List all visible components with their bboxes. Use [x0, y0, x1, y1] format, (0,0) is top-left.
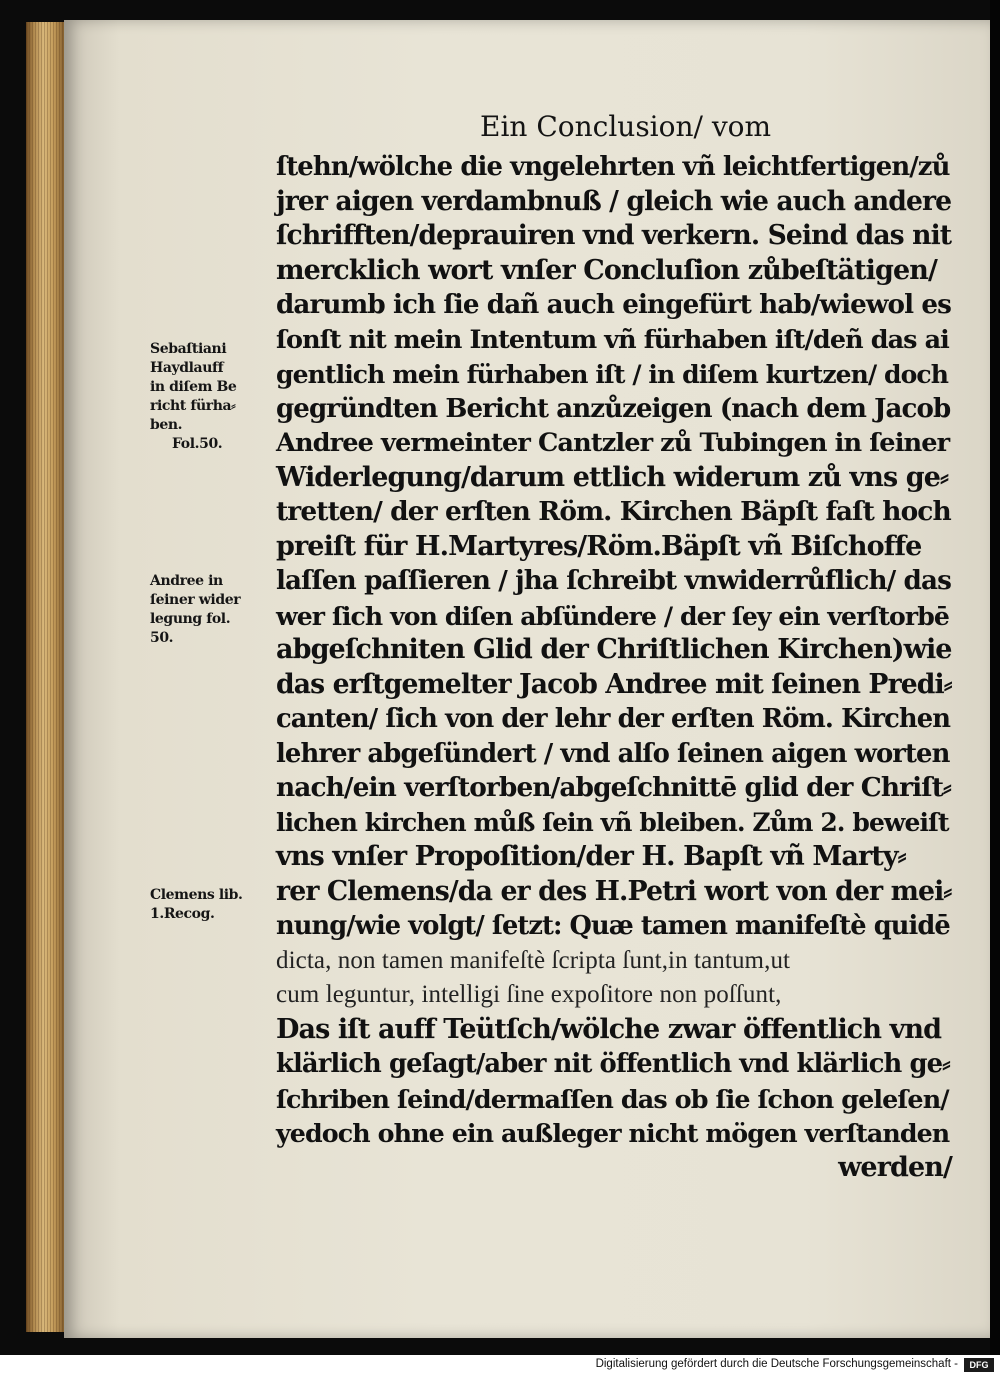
scan-right-edge [990, 0, 1000, 1355]
margin-note-clemens [150, 886, 243, 924]
text-line: mercklich wort vnſer Concluſion zůbeſtätigen/ [276, 254, 937, 286]
margin-note-line: ſeiner wider [150, 592, 241, 608]
margin-note-line: Haydlauff [150, 360, 224, 376]
text-line: ſtehn/wölche die vngelehrten vñ leichtfertigen/zů [276, 152, 950, 182]
text-line: ſchriben ſeind/dermaſſen das ob ſie ſchon geleſen/ [276, 1083, 949, 1114]
margin-note-line: richt fürha⸗ [150, 398, 236, 414]
footer-credit: Digitalisierung gefördert durch die Deutsche Forschungsgemeinschaft - [595, 1358, 958, 1370]
text-line: lichen kirchen můß ſein vñ bleiben. Zům 2. beweiſt [276, 807, 949, 837]
text-line: darumb ich ſie dañ auch eingefürt hab/wiewol es [276, 289, 951, 320]
text-line: vns vnſer Propoſition/der H. Bapſt vñ Marty⸗ [276, 841, 906, 872]
text-line: rer Clemens/da er des H.Petri wort von der mei⸗ [276, 875, 952, 907]
text-line: laſſen paſſieren / jha ſchreibt vnwiderrůflich/ das [276, 565, 951, 596]
text-line: lehrer abgeſündert / vnd alſo ſeinen aigen worten [276, 738, 950, 769]
text-line: Widerlegung/darum ettlich widerum zů vns ge⸗ [276, 461, 949, 493]
text-line: werden/ [838, 1151, 952, 1183]
text-line: jrer aigen verdambnuß / gleich wie auch andere [276, 185, 952, 217]
text-line: cum leguntur, intelligi ſine expoſitore non poſſunt, [276, 981, 782, 1008]
margin-note-line: legung fol. [150, 611, 231, 627]
text-line: ſonſt nit mein Intentum vñ fürhaben iſt/deñ das ai [276, 324, 949, 355]
margin-note-haydlauff [150, 340, 236, 454]
margin-note-folio-ref: Fol.50. [172, 436, 223, 452]
text-line: nung/wie volgt/ ſetzt: Quæ tamen manifeſtè quidē [276, 911, 950, 941]
text-line: klärlich geſagt/aber nit öffentlich vnd klärlich ge⸗ [276, 1049, 950, 1079]
margin-note-line: 1.Recog. [150, 906, 215, 922]
margin-note-andree [150, 572, 240, 648]
margin-note-line: Sebaſtiani [150, 341, 227, 357]
text-line: gegründten Bericht anzůzeigen (nach dem Jacob [276, 393, 951, 424]
text-line: nach/ein verſtorben/abgeſchnittē glid der Chriſt⸗ [276, 772, 951, 803]
text-line: wer ſich von diſen abſündere / der ſey ein verſtorbē [276, 600, 949, 631]
text-line: yedoch ohne ein außleger nicht mögen verſtanden [276, 1118, 950, 1148]
text-line: ſchrifften/deprauiren vnd verkern. Seind das nit [276, 220, 952, 251]
text-line: das erſtgemelter Jacob Andree mit ſeinen Predi⸗ [276, 668, 952, 700]
margin-note-line: ben. [150, 417, 183, 433]
margin-note-line: Clemens lib. [150, 887, 243, 903]
margin-note-line: in diſem Be [150, 379, 237, 395]
running-head: Ein Conclusion/ vom [480, 110, 772, 143]
main-text-block [276, 150, 952, 1185]
text-line: Das iſt auff Teütſch/wölche zwar öffentlich vnd [276, 1013, 942, 1045]
footer-bar [0, 1355, 1000, 1376]
text-line: preiſt für H.Martyres/Röm.Bäpſt vñ Biſchoffe [276, 530, 922, 562]
text-line: canten/ ſich von der lehr der erſten Röm. Kirchen [276, 704, 951, 734]
text-line: tretten/ der erſten Röm. Kirchen Bäpſt faſt hoch [276, 496, 951, 527]
text-line: gentlich mein fürhaben iſt / in diſem kurtzen/ doch [276, 359, 949, 389]
text-line: Andree vermeinter Cantzler zů Tubingen in ſeiner [276, 428, 950, 458]
dfg-logo: DFG [964, 1358, 994, 1372]
margin-note-line: 50. [150, 630, 174, 646]
text-line: abgeſchniten Glid der Chriſtlichen Kirchen)wie [276, 634, 952, 665]
margin-note-line: Andree in [150, 573, 223, 589]
text-line: dicta, non tamen manifeſtè ſcripta ſunt,in tantum,ut [276, 946, 791, 974]
